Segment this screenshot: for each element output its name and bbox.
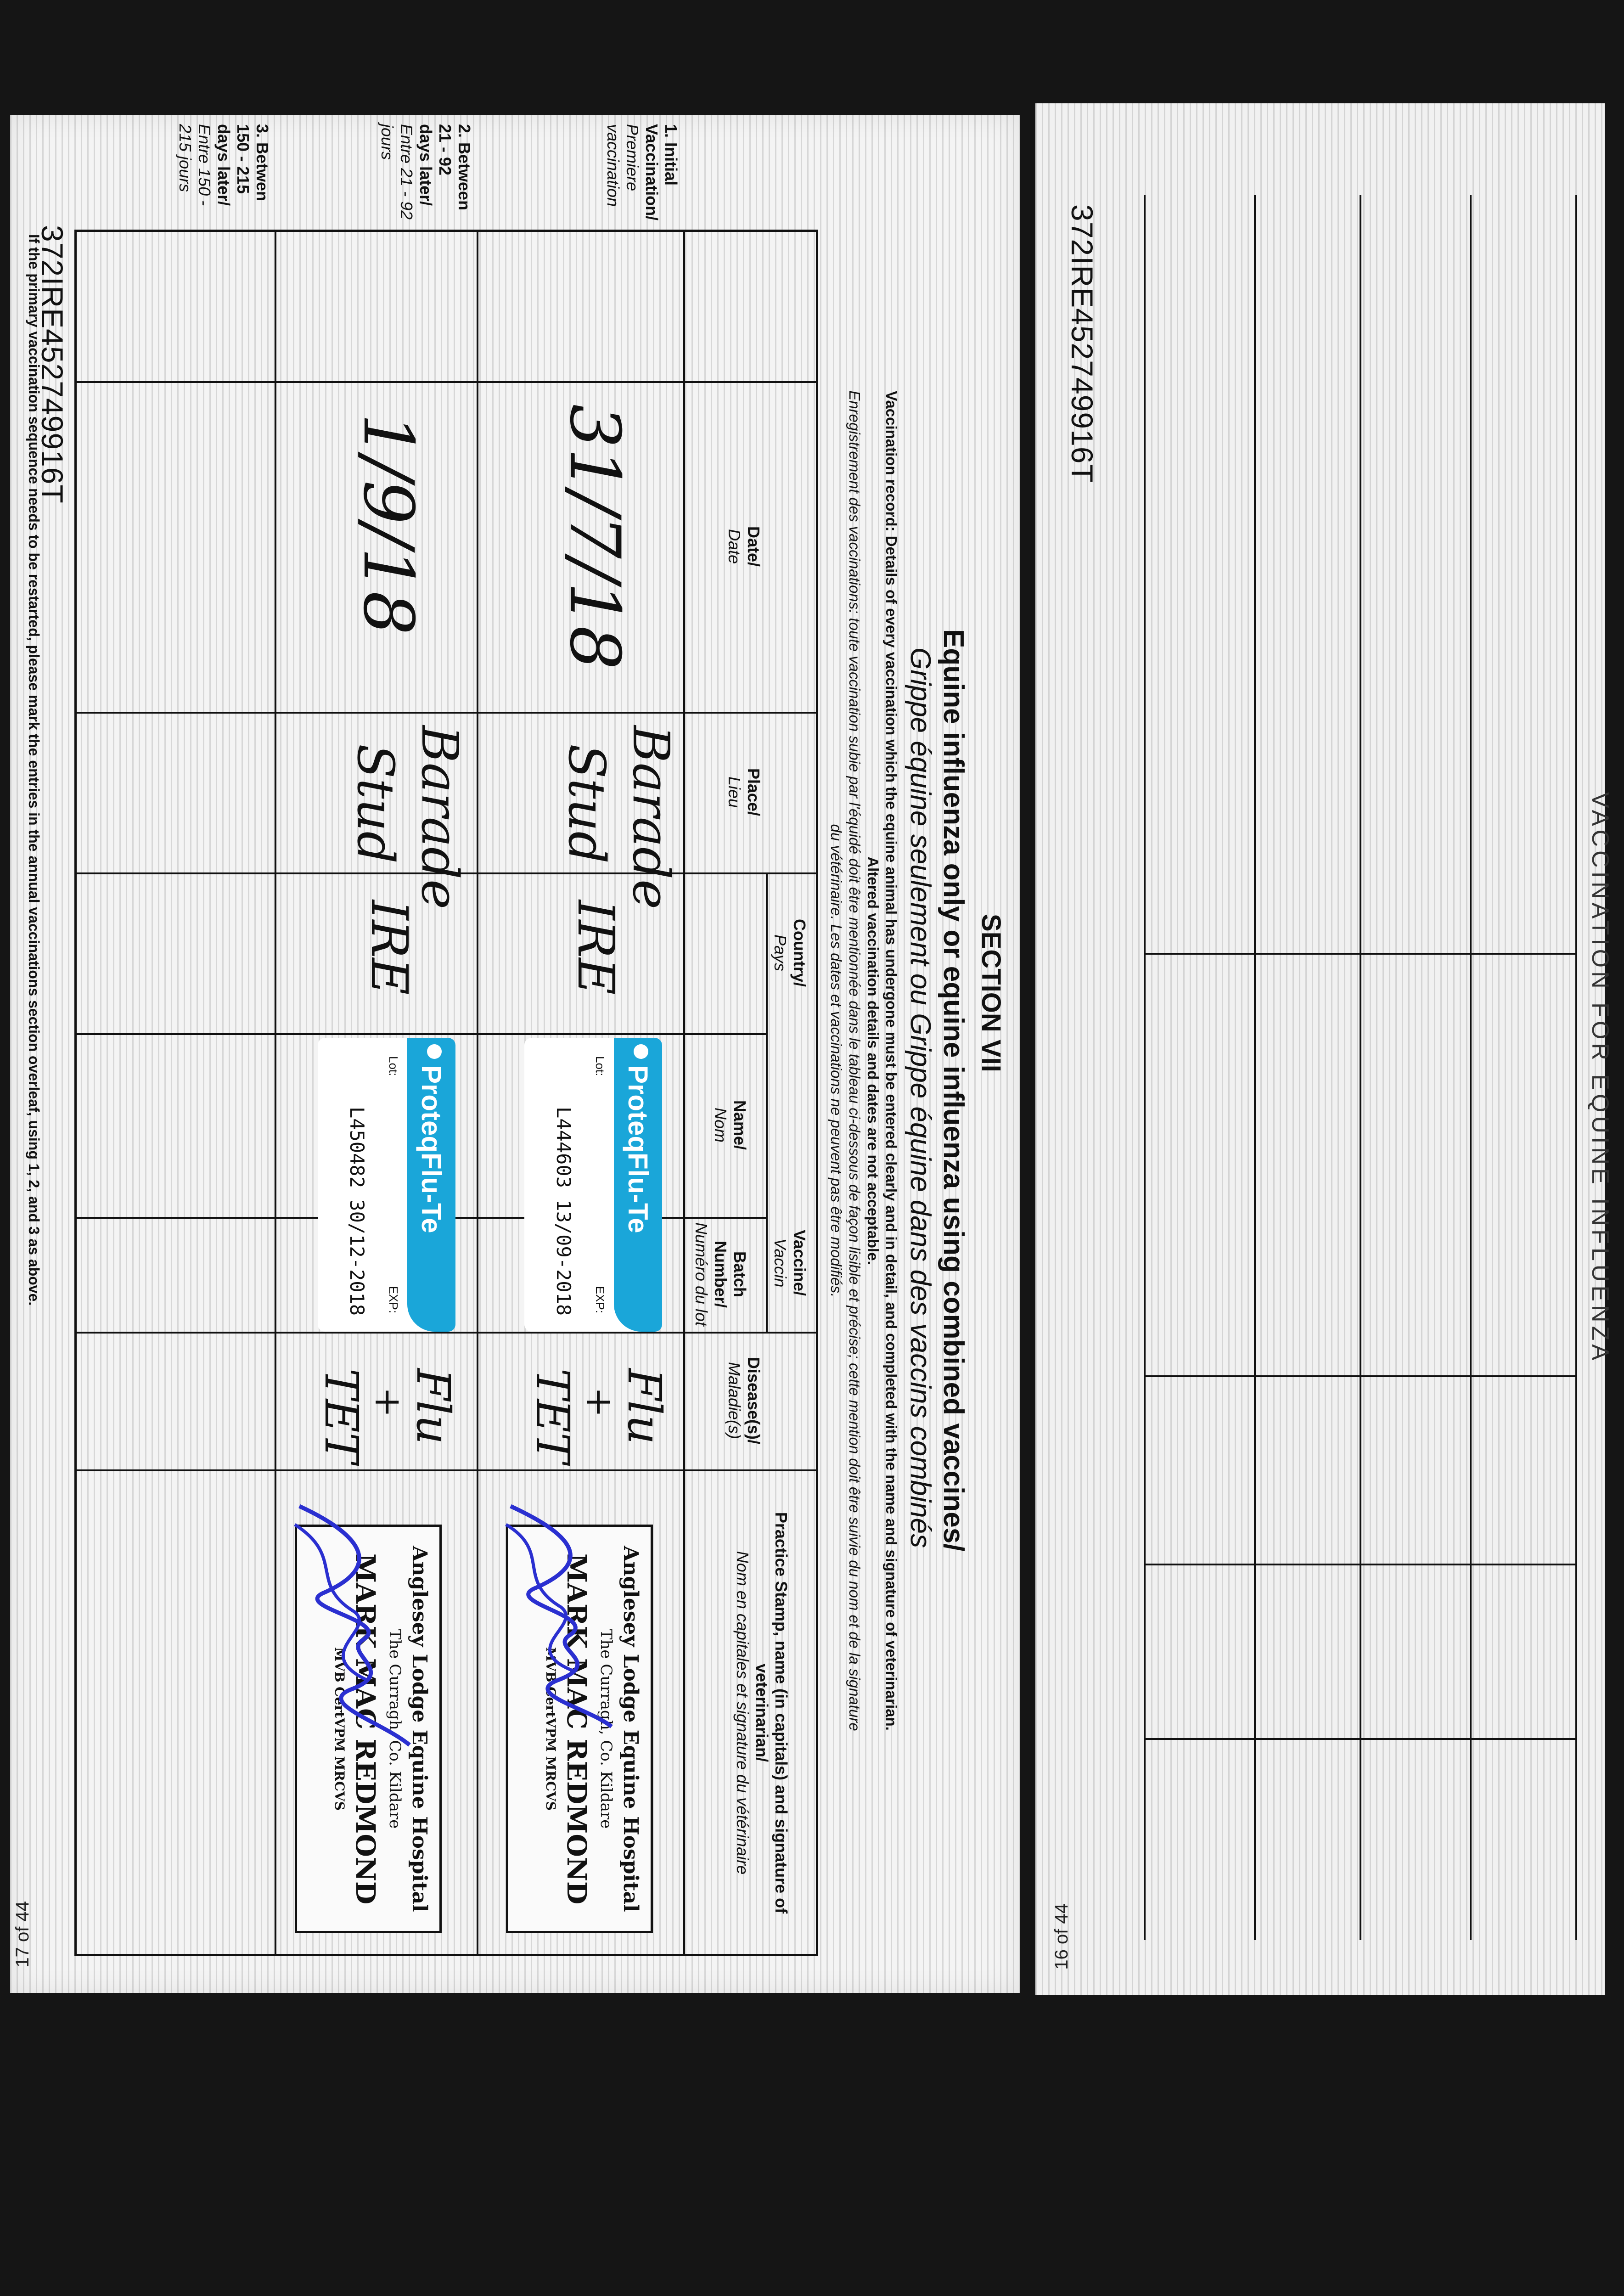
header-fragment: VACCINATION FOR EQUINE INFLUENZA [1587, 792, 1613, 1364]
header-place: Place/ Lieu [725, 768, 763, 816]
sticker-arrow-icon [427, 1044, 442, 1059]
row-2-date: 1/9/18 [348, 413, 428, 635]
row-1-place-line2: Stud [557, 744, 616, 864]
row-2-disease-line2: + [367, 1387, 410, 1418]
row-2-country: IRE [360, 900, 419, 995]
row-1-vaccine-sticker [524, 1038, 662, 1332]
exp-label: EXP: [593, 1286, 607, 1313]
row-1-disease-line1: Flu [618, 1368, 671, 1445]
header-disease: Disease(s)/ Maladie(s) [725, 1356, 763, 1445]
footnote: If the primary vaccination sequence needs to be restarted, please mark the entries in the annual vaccinations section overleaf, using 1, 2, and 3 as above. [26, 234, 42, 1306]
record-note-en-2: Altered vaccination details and dates are not acceptable. [865, 856, 882, 1265]
vaccination-table [74, 124, 818, 1956]
record-note-fr-2: du vétérinaire. Les dates et vaccinations ne peuvent pas être modifiés. [828, 824, 845, 1298]
vaccine-name: ProteqFlu-Te [623, 1065, 653, 1233]
row-2-place-line1: Barade [410, 726, 469, 910]
right-page [1035, 103, 1613, 1995]
row-1-vet-signature [488, 1497, 625, 1736]
row-1-date: 31/7/18 [555, 404, 635, 670]
row-1-country: IRE [567, 900, 625, 995]
header-vaccine: Vaccine/ Vaccin [771, 1229, 809, 1296]
row-1-disease-line3: TET [526, 1368, 579, 1463]
row-1-practice-stamp: Anglesey Lodge Equine Hospital The Curragh, Co. Kildare MARK MAC REDMOND MVB CertVPM MRCVS [506, 1525, 653, 1933]
row-1-label: 1. Initial Vaccination/ Premiere vaccination [604, 124, 680, 221]
section-title: SECTION VII [976, 914, 1006, 1072]
row-3-label: 3. Betwen 150 - 215 days later/ Entre 150 - 215 jours [176, 124, 272, 206]
horse-id-number: 372IRE452749916T [35, 225, 69, 504]
row-2-label: 2. Between 21 - 92 days later/ Entre 21 - 92 jours [378, 124, 474, 220]
batch-number: L450482 30/12-2018 [346, 1107, 368, 1316]
page-number: 17 of 44 [12, 1901, 33, 1968]
header-country: Country/ Pays [771, 919, 809, 987]
row-2-vaccine-sticker [318, 1038, 455, 1332]
row-2-place-line2: Stud [346, 744, 405, 864]
vaccine-name: ProteqFlu-Te [416, 1065, 447, 1233]
right-page-content [1035, 103, 1613, 1995]
row-1-place-line1: Barade [622, 726, 680, 910]
header-batch-number: Batch Number/ Numéro du lot [692, 1222, 749, 1327]
horse-id-number: 372IRE452749916T [1065, 204, 1099, 483]
header-date: Date/ Date [725, 526, 763, 567]
lot-label: Lot: [387, 1056, 400, 1076]
page-number: 16 of 44 [1051, 1903, 1072, 1970]
row-2-disease-line1: Flu [406, 1368, 460, 1445]
left-page-content [10, 115, 1020, 1993]
sticker-arrow-icon [634, 1044, 648, 1059]
header-vaccine-name: Name/ Nom [711, 1100, 749, 1150]
row-2-disease-line3: TET [315, 1368, 368, 1463]
row-2-vet-signature [276, 1497, 423, 1754]
section-subtitle-fr: Grippe équine seulement ou Grippe équine dans des vaccins combinés [905, 647, 936, 1548]
header-practice-stamp: Practice Stamp, name (in capitals) and signature of veterinarian/ Nom en capitales et signature du vétérinaire [733, 1512, 791, 1914]
batch-number: L444603 13/09-2018 [552, 1107, 575, 1316]
row-2-practice-stamp: Anglesey Lodge Equine Hospital The Curragh, Co. Kildare MARK MAC REDMOND MVB CertVPM MRCVS [295, 1525, 442, 1933]
row-1-disease-line2: + [578, 1387, 621, 1418]
exp-label: EXP: [387, 1286, 400, 1313]
record-note-en: Vaccination record: Details of every vaccination which the equine animal has undergone must be entered clearly and in detail, and completed with the name and signature of veterinarian. [883, 391, 900, 1731]
left-page [10, 115, 1020, 1993]
section-subtitle-en: Equine influenza only or equine influenza using combined vaccines/ [938, 629, 969, 1552]
record-note-fr: Enregistrement des vaccinations: toute vaccination subie par l'équidé doit être mentionnée dans le tableau ci-dessous de façon lisible et précise; cette mention doit être suivie du nom et de la signature [846, 390, 863, 1731]
lot-label: Lot: [593, 1056, 607, 1076]
